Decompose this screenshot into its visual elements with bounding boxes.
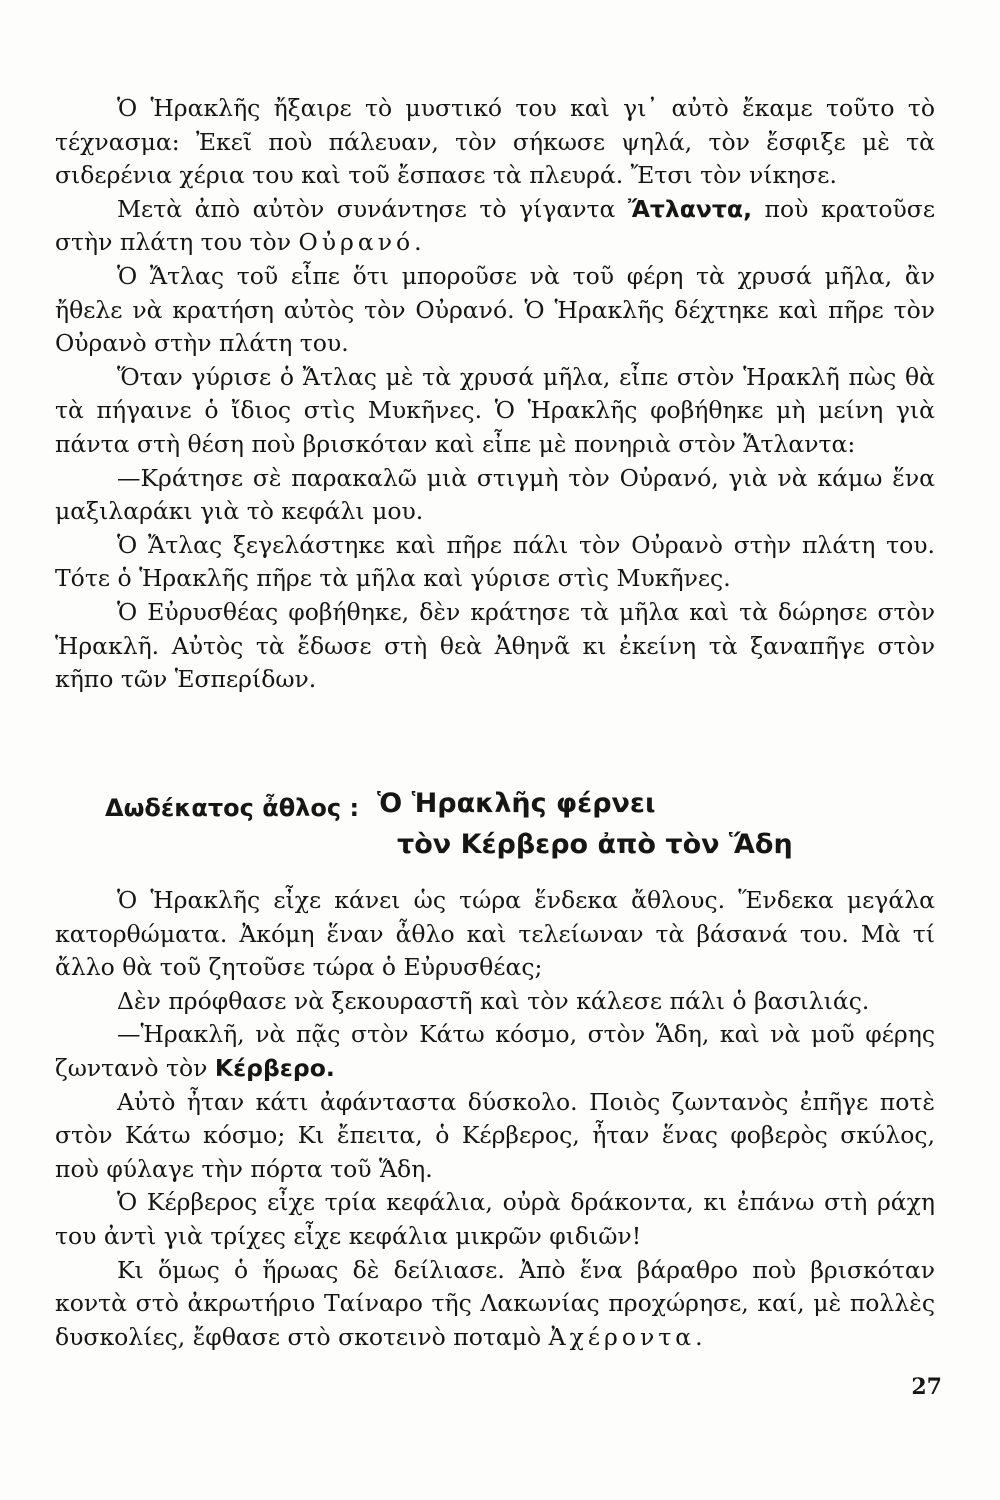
paragraph — [55, 884, 935, 985]
paragraph — [55, 1186, 935, 1253]
paragraph-text: Ὁ Εὐρυσθέας φοβήθηκε, δὲν κράτησε τὰ μῆλα καὶ τὰ δώρησε στὸν Ἡρακλῆ. Αὐτὸς τὰ ἔδωσε στὴ θεὰ Ἀθηνᾶ κι ἐκείνη τὰ ξαναπῆγε στὸν κῆπο τῶν Ἑσπερίδων. — [55, 597, 935, 694]
paragraph-text: Ὁ Κέρβερος εἶχε τρία κεφάλια, οὐρὰ δράκοντα, κι ἐπάνω στὴ ράχη του ἀντὶ γιὰ τρίχες εἶχε κεφάλια μικρῶν φιδιῶν! — [55, 1188, 935, 1250]
paragraph-text: Δὲν πρόφθασε νὰ ξεκουραστῆ καὶ τὸν κάλεσε πάλι ὁ βασιλιάς. — [117, 986, 870, 1015]
bold-name-kerberos: Κέρβερο. — [214, 1053, 335, 1082]
chapter-heading — [105, 784, 935, 864]
bottom-text-block — [55, 884, 935, 1354]
bold-name-atlas: Ἄτλαντα, — [627, 194, 753, 223]
paragraph-text: Αὐτὸ ἦταν κάτι ἀφάνταστα δύσκολο. Ποιὸς ζωντανὸς ἐπῆγε ποτὲ στὸν Κάτω κόσμο; Κι ἔπειτα, ὁ Κέρβερος, ἦταν ἕνας φοβερὸς σκύλος, ποὺ φύλαγε τὴν πόρτα τοῦ Ἅδη. — [55, 1087, 935, 1183]
chapter-title-line-2: τὸν Κέρβερο ἀπὸ τὸν Ἅδη — [397, 828, 793, 860]
paragraph — [55, 1254, 935, 1355]
paragraph-text: Ὁ Ἡρακλῆς ἤξαιρε τὸ μυστικό του καὶ γι᾽ αὐτὸ ἔκαμε τοῦτο τὸ τέχνασμα: Ἐκεῖ ποὺ πάλευαν, τὸν σήκωσε ψηλά, τὸν ἔσφιξε μὲ τὰ σιδερένια χέρια του καὶ τοῦ ἔσπασε τὰ πλευρά. Ἔτσι τὸν νίκησε. — [55, 94, 935, 190]
paragraph-text: Ὅταν γύρισε ὁ Ἄτλας μὲ τὰ χρυσά μῆλα, εἶπε στὸν Ἡρακλῆ πὼς θὰ τὰ πήγαινε ὁ ἴδιος στὶς Μυκῆνες. Ὁ Ἡρακλῆς φοβήθηκε μὴ μείνη γιὰ πάντα στὴ θέση ποὺ βρισκόταν καὶ εἶπε μὲ πονηριὰ στὸν Ἄτλαντα: — [55, 362, 935, 458]
paragraph-text: Ὁ Ἡρακλῆς εἶχε κάνει ὡς τώρα ἕνδεκα ἄθλους. Ἕνδεκα μεγάλα κατορθώματα. Ἀκόμη ἕναν ἆθλο καὶ τελείωναν τὰ βάσανά του. Μὰ τί ἄλλο θὰ τοῦ ζητοῦσε τώρα ὁ Εὐρυσθέας; — [55, 886, 935, 982]
top-text-block — [55, 92, 935, 697]
chapter-title-line-1: Ὁ Ἡρακλῆς φέρνει — [377, 788, 656, 819]
paragraph — [55, 92, 935, 193]
chapter-prefix: Δωδέκατος ἆθλος : — [105, 794, 360, 822]
paragraph — [55, 596, 935, 697]
paragraph-text: . — [695, 1322, 703, 1351]
paragraph-text: ποὺ κρατοῦσε στὴν πλάτη του τὸν — [55, 194, 935, 257]
paragraph-text: Κι ὅμως ὁ ἥρωας δὲ δείλιασε. Ἀπὸ ἕνα βάραθρο ποὺ βρισκόταν κοντὰ στὸ ἀκρωτήριο Ταίναρο τῆς Λακωνίας προχώρησε, καί, μὲ πολλὲς δυσκολίες, ἔφθασε στὸ σκοτεινὸ ποταμὸ — [55, 1255, 935, 1351]
paragraph-text: —Ἡρακλῆ, νὰ πᾷς στὸν Κάτω κόσμο, στὸν Ἅδη, καὶ νὰ μοῦ φέρης ζωντανὸ τὸν — [55, 1020, 935, 1082]
paragraph — [55, 462, 935, 529]
spaced-word-ouranos: Οὐρανό — [298, 228, 415, 257]
paragraph — [55, 1018, 935, 1085]
spaced-word-acheron: Ἀχέροντα — [548, 1322, 696, 1351]
paragraph-text: Ὁ Ἄτλας ξεγελάστηκε καὶ πῆρε πάλι τὸν Οὐρανὸ στὴν πλάτη του. Τότε ὁ Ἡρακλῆς πῆρε τὰ μῆλα καὶ γύρισε στὶς Μυκῆνες. — [55, 530, 935, 593]
paragraph — [55, 985, 935, 1019]
paragraph — [55, 1086, 935, 1187]
paragraph — [55, 260, 935, 361]
page-number: 27 — [911, 1374, 942, 1400]
paragraph — [55, 193, 935, 260]
paragraph-text: . — [414, 228, 422, 257]
paragraph — [55, 361, 935, 462]
paragraph — [55, 529, 935, 596]
paragraph-text: Μετὰ ἀπὸ αὐτὸν συνάντησε τὸ γίγαντα — [117, 194, 628, 223]
paragraph-text: —Κράτησε σὲ παρακαλῶ μιὰ στιγμὴ τὸν Οὐρανό, γιὰ νὰ κάμω ἕνα μαξιλαράκι γιὰ τὸ κεφάλι μου. — [55, 463, 935, 526]
chapter-title — [377, 784, 937, 865]
paragraph-text: Ὁ Ἄτλας τοῦ εἶπε ὅτι μποροῦσε νὰ τοῦ φέρη τὰ χρυσά μῆλα, ἂν ἤθελε νὰ κρατήση αὐτὸς τὸν Οὐρανό. Ὁ Ἡρακλῆς δέχτηκε καὶ πῆρε τὸν Οὐρανὸ στὴν πλάτη του. — [55, 261, 935, 358]
